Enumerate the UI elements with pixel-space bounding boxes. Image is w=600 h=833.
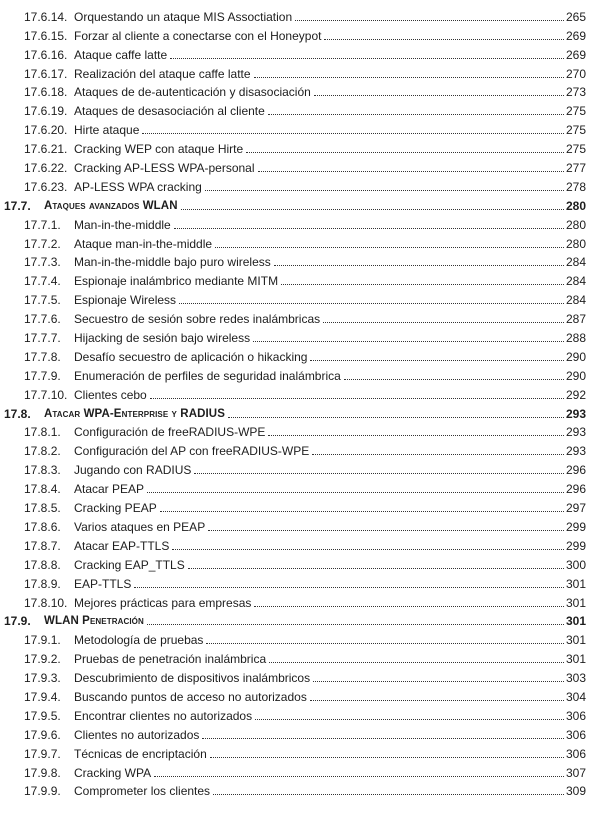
toc-entry — [0, 572, 600, 591]
toc-entry-number: 17.8.5. — [24, 501, 61, 516]
toc-entry-number: 17.6.16. — [24, 47, 68, 62]
toc-entry-number: 17.7.8. — [24, 349, 61, 364]
dot-leader — [323, 321, 564, 323]
toc-entry — [0, 364, 600, 383]
toc-entry-title: Jugando con RADIUS — [74, 463, 192, 478]
dot-leader — [142, 132, 564, 134]
toc-entry-title: Man-in-the-middle — [74, 217, 171, 232]
toc-entry-page-number: 270 — [565, 66, 586, 81]
toc-entry-number: 17.9.2. — [24, 652, 61, 667]
toc-entry-title: Clientes no autorizados — [74, 727, 200, 742]
toc-entry-page-number: 293 — [565, 425, 586, 440]
toc-entry-page-number: 297 — [565, 501, 586, 516]
toc-entry-page-number: 304 — [565, 689, 586, 704]
dot-leader — [344, 378, 564, 380]
toc-entry — [0, 723, 600, 742]
toc-entry-page-number: 293 — [565, 406, 586, 421]
toc-entry-page-number: 292 — [565, 387, 586, 402]
toc-entry-page-number: 306 — [565, 708, 586, 723]
table-of-contents — [0, 5, 600, 798]
toc-entry-page-number: 290 — [565, 368, 586, 383]
toc-entry — [0, 742, 600, 761]
toc-entry-number: 17.6.20. — [24, 123, 68, 138]
dot-leader — [172, 548, 564, 550]
dot-leader — [208, 529, 564, 531]
toc-entry-title: Ataque man-in-the-middle — [74, 236, 213, 251]
toc-entry — [0, 288, 600, 307]
toc-entry-title: Hirte ataque — [74, 123, 140, 138]
toc-entry-title: AP-LESS WPA cracking — [74, 179, 202, 194]
dot-leader — [274, 264, 564, 266]
toc-entry — [0, 269, 600, 288]
toc-entry — [0, 383, 600, 402]
toc-entry-number: 17.6.18. — [24, 85, 68, 100]
toc-entry — [0, 43, 600, 62]
toc-entry-number: 17.8.7. — [24, 538, 61, 553]
toc-entry-page-number: 301 — [565, 652, 586, 667]
toc-entry — [0, 156, 600, 175]
toc-entry-number: 17.8.3. — [24, 463, 61, 478]
toc-entry-title: Espionaje inalámbrico mediante MITM — [74, 274, 279, 289]
toc-entry-number: 17.6.15. — [24, 28, 68, 43]
toc-entry-title: EAP-TTLS — [74, 576, 132, 591]
toc-entry-title: Enumeración de perfiles de seguridad inalámbrica — [74, 368, 341, 383]
toc-entry-title: Ataques avanzados WLAN — [44, 199, 178, 212]
toc-entry — [0, 515, 600, 534]
dot-leader — [206, 642, 564, 644]
toc-entry-page-number: 278 — [565, 179, 586, 194]
toc-entry — [0, 591, 600, 610]
dot-leader — [134, 586, 564, 588]
toc-entry-title: Desafío secuestro de aplicación o hikacking — [74, 349, 308, 364]
dot-leader — [324, 38, 564, 40]
toc-entry-number: 17.9.3. — [24, 671, 61, 686]
dot-leader — [228, 416, 564, 418]
toc-entry-number: 17.7. — [4, 198, 31, 213]
dot-leader — [179, 302, 564, 304]
toc-entry-number: 17.7.2. — [24, 236, 61, 251]
dot-leader — [154, 775, 564, 777]
toc-entry-number: 17.9.5. — [24, 708, 61, 723]
toc-entry — [0, 439, 600, 458]
toc-entry — [0, 99, 600, 118]
toc-entry-title: Comprometer los clientes — [74, 784, 211, 799]
toc-entry-title: Orquestando un ataque MIS Assoctiation — [74, 9, 293, 24]
toc-entry-page-number: 293 — [565, 444, 586, 459]
toc-entry-number: 17.8. — [4, 406, 31, 421]
toc-entry-page-number: 265 — [565, 9, 586, 24]
toc-entry-title: Man-in-the-middle bajo puro wireless — [74, 255, 271, 270]
toc-entry — [0, 685, 600, 704]
dot-leader — [314, 94, 564, 96]
toc-entry — [0, 232, 600, 251]
toc-entry-title: WLAN Penetración — [44, 615, 144, 628]
toc-entry — [0, 175, 600, 194]
toc-entry — [0, 5, 600, 24]
toc-entry-number: 17.8.1. — [24, 425, 61, 440]
toc-entry-title: Ataques de de-autenticación y disasociación — [74, 85, 311, 100]
toc-entry-title: Cracking WPA — [74, 765, 152, 780]
toc-entry-title: Espionaje Wireless — [74, 293, 177, 308]
toc-entry-page-number: 299 — [565, 519, 586, 534]
toc-entry-number: 17.8.2. — [24, 444, 61, 459]
toc-entry-title: Técnicas de encriptación — [74, 746, 207, 761]
toc-entry — [0, 345, 600, 364]
toc-entry-title: Metodología de pruebas — [74, 633, 204, 648]
toc-entry — [0, 477, 600, 496]
toc-entry-number: 17.7.4. — [24, 274, 61, 289]
toc-entry-title: Cracking WEP con ataque Hirte — [74, 142, 244, 157]
toc-entry-page-number: 301 — [565, 614, 586, 629]
toc-entry — [0, 666, 600, 685]
toc-entry-page-number: 273 — [565, 85, 586, 100]
toc-entry — [0, 213, 600, 232]
dot-leader — [150, 397, 564, 399]
toc-entry — [0, 780, 600, 799]
dot-leader — [147, 623, 564, 625]
toc-entry-page-number: 296 — [565, 463, 586, 478]
toc-entry — [0, 761, 600, 780]
toc-entry-number: 17.7.7. — [24, 331, 61, 346]
dot-leader — [254, 76, 564, 78]
toc-entry-title: Atacar PEAP — [74, 482, 145, 497]
toc-section-heading — [0, 402, 600, 421]
toc-entry-number: 17.8.6. — [24, 519, 61, 534]
toc-entry-page-number: 300 — [565, 557, 586, 572]
dot-leader — [254, 605, 564, 607]
toc-entry-page-number: 299 — [565, 538, 586, 553]
toc-entry-page-number: 269 — [565, 47, 586, 62]
toc-entry-page-number: 306 — [565, 727, 586, 742]
toc-entry — [0, 496, 600, 515]
toc-entry-page-number: 277 — [565, 161, 586, 176]
toc-entry-number: 17.6.22. — [24, 161, 68, 176]
toc-entry-number: 17.6.17. — [24, 66, 68, 81]
toc-entry — [0, 251, 600, 270]
toc-entry-title: Varios ataques en PEAP — [74, 519, 206, 534]
toc-entry-number: 17.9.4. — [24, 689, 61, 704]
toc-entry-page-number: 284 — [565, 293, 586, 308]
toc-entry-page-number: 288 — [565, 331, 586, 346]
dot-leader — [253, 340, 564, 342]
toc-entry — [0, 704, 600, 723]
toc-entry-number: 17.7.6. — [24, 312, 61, 327]
toc-entry-number: 17.8.4. — [24, 482, 61, 497]
dot-leader — [210, 756, 564, 758]
toc-entry — [0, 458, 600, 477]
toc-entry-page-number: 275 — [565, 104, 586, 119]
toc-entry-title: Mejores prácticas para empresas — [74, 595, 252, 610]
dot-leader — [188, 567, 564, 569]
toc-entry-title: Encontrar clientes no autorizados — [74, 708, 253, 723]
dot-leader — [205, 189, 564, 191]
dot-leader — [281, 283, 564, 285]
toc-entry — [0, 421, 600, 440]
toc-entry-number: 17.9. — [4, 614, 31, 629]
toc-entry-number: 17.9.6. — [24, 727, 61, 742]
toc-entry-title: Descubrimiento de dispositivos inalámbricos — [74, 671, 311, 686]
toc-entry-page-number: 301 — [565, 576, 586, 591]
toc-entry — [0, 553, 600, 572]
toc-entry-title: Atacar WPA-Enterprise y RADIUS — [44, 407, 225, 420]
toc-entry — [0, 62, 600, 81]
toc-entry-page-number: 303 — [565, 671, 586, 686]
toc-entry-title: Cracking EAP_TTLS — [74, 557, 185, 572]
toc-entry-title: Pruebas de penetración inalámbrica — [74, 652, 267, 667]
toc-entry-page-number: 275 — [565, 142, 586, 157]
dot-leader — [160, 510, 564, 512]
toc-entry — [0, 24, 600, 43]
toc-entry-title: Ataque caffe latte — [74, 47, 168, 62]
toc-entry — [0, 137, 600, 156]
toc-entry-page-number: 284 — [565, 274, 586, 289]
dot-leader — [194, 472, 564, 474]
dot-leader — [313, 680, 564, 682]
toc-entry-title: Buscando puntos de acceso no autorizados — [74, 689, 307, 704]
toc-entry-title: Atacar EAP-TTLS — [74, 538, 170, 553]
toc-entry-page-number: 280 — [565, 236, 586, 251]
dot-leader — [174, 227, 564, 229]
toc-entry-title: Realización del ataque caffe latte — [74, 66, 251, 81]
dot-leader — [310, 699, 564, 701]
toc-entry-title: Configuración del AP con freeRADIUS-WPE — [74, 444, 310, 459]
toc-entry-number: 17.8.8. — [24, 557, 61, 572]
toc-entry-number: 17.7.1. — [24, 217, 61, 232]
toc-section-heading — [0, 194, 600, 213]
dot-leader — [268, 113, 564, 115]
toc-entry-page-number: 296 — [565, 482, 586, 497]
toc-entry-page-number: 280 — [565, 198, 586, 213]
toc-entry — [0, 534, 600, 553]
toc-entry-title: Clientes cebo — [74, 387, 147, 402]
toc-entry-number: 17.7.9. — [24, 368, 61, 383]
toc-entry-number: 17.6.14. — [24, 9, 68, 24]
toc-entry-page-number: 287 — [565, 312, 586, 327]
toc-entry-page-number: 290 — [565, 349, 586, 364]
toc-entry-title: Cracking AP-LESS WPA-personal — [74, 161, 255, 176]
toc-entry-title: Ataques de desasociación al cliente — [74, 104, 265, 119]
toc-entry-number: 17.7.5. — [24, 293, 61, 308]
dot-leader — [246, 151, 564, 153]
dot-leader — [213, 793, 564, 795]
dot-leader — [202, 737, 564, 739]
dot-leader — [181, 208, 564, 210]
toc-entry-number: 17.8.9. — [24, 576, 61, 591]
dot-leader — [295, 19, 564, 21]
dot-leader — [312, 453, 564, 455]
dot-leader — [255, 718, 564, 720]
toc-entry-number: 17.9.1. — [24, 633, 61, 648]
dot-leader — [215, 246, 564, 248]
dot-leader — [268, 434, 564, 436]
dot-leader — [147, 491, 564, 493]
toc-entry-number: 17.6.19. — [24, 104, 68, 119]
toc-entry-page-number: 284 — [565, 255, 586, 270]
toc-entry-number: 17.6.21. — [24, 142, 68, 157]
toc-entry-page-number: 275 — [565, 123, 586, 138]
toc-entry-page-number: 306 — [565, 746, 586, 761]
toc-entry-number: 17.9.7. — [24, 746, 61, 761]
toc-entry-number: 17.6.23. — [24, 179, 68, 194]
toc-entry-title: Forzar al cliente a conectarse con el Honeypot — [74, 28, 322, 43]
toc-section-heading — [0, 610, 600, 629]
toc-entry-number: 17.7.3. — [24, 255, 61, 270]
toc-entry-page-number: 280 — [565, 217, 586, 232]
toc-entry — [0, 647, 600, 666]
toc-entry — [0, 307, 600, 326]
toc-entry-title: Configuración de freeRADIUS-WPE — [74, 425, 266, 440]
toc-entry — [0, 326, 600, 345]
toc-entry — [0, 81, 600, 100]
toc-entry-title: Cracking PEAP — [74, 501, 157, 516]
toc-entry-page-number: 309 — [565, 784, 586, 799]
dot-leader — [269, 661, 564, 663]
dot-leader — [310, 359, 564, 361]
toc-entry-page-number: 307 — [565, 765, 586, 780]
toc-entry — [0, 118, 600, 137]
toc-entry-page-number: 269 — [565, 28, 586, 43]
toc-entry-title: Hijacking de sesión bajo wireless — [74, 331, 251, 346]
dot-leader — [258, 170, 564, 172]
toc-entry-number: 17.9.8. — [24, 765, 61, 780]
toc-entry-number: 17.7.10. — [24, 387, 68, 402]
toc-entry-number: 17.8.10. — [24, 595, 68, 610]
dot-leader — [170, 57, 564, 59]
toc-entry-page-number: 301 — [565, 633, 586, 648]
toc-entry-page-number: 301 — [565, 595, 586, 610]
toc-entry-title: Secuestro de sesión sobre redes inalámbricas — [74, 312, 321, 327]
toc-entry-number: 17.9.9. — [24, 784, 61, 799]
toc-entry — [0, 628, 600, 647]
